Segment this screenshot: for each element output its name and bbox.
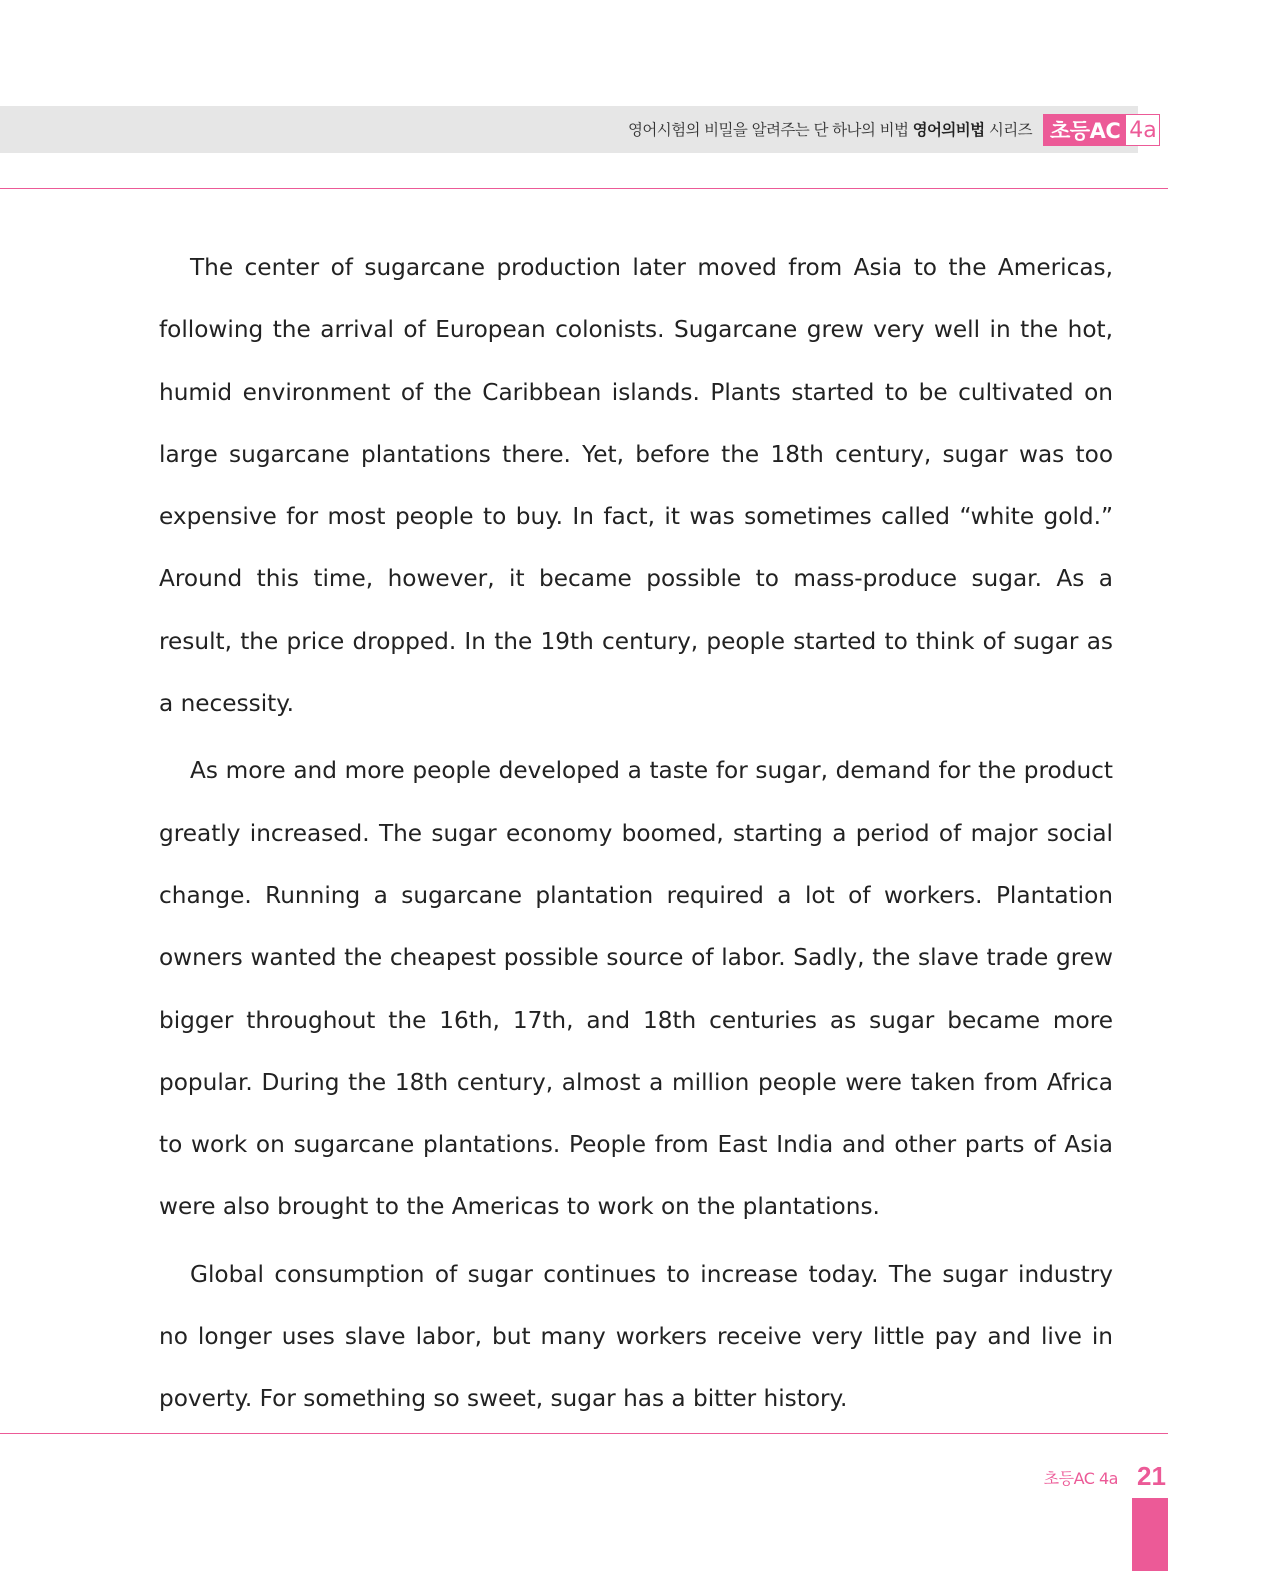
series-tagline	[628, 118, 1032, 140]
article-body	[159, 237, 1113, 1436]
badge-volume: 4a	[1126, 114, 1159, 146]
tagline-prefix: 영어시험의 비밀을 알려주는 단 하나의 비법	[627, 121, 909, 139]
top-divider	[0, 188, 1168, 189]
paragraph: The center of sugarcane production later moved from Asia to the Americas, following the arrival of European colonists. Sugarcane grew very well in the hot, humid environment of the Caribbean islands. Plants started to be cultivated on large sugarcane plantations there. Yet, before the 18th century, sugar was too expensive for most people to buy. In fact, it was sometimes called “white gold.” Around this time, however, it became possible to mass-produce sugar. As a result, the price dropped. In the 19th century, people started to think of sugar as a necessity.	[159, 254, 1113, 718]
tagline-brand: 영어의비법	[912, 121, 985, 139]
page-number: 21	[1137, 1461, 1166, 1491]
bottom-divider	[0, 1433, 1168, 1434]
tagline-suffix: 시리즈	[988, 121, 1032, 139]
paragraph: As more and more people developed a taste for sugar, demand for the product greatly increased. The sugar economy boomed, starting a period of major social change. Running a sugarcane plantation required a lot of workers. Plantation owners wanted the cheapest possible source of labor. Sadly, the slave trade grew bigger throughout the 16th, 17th, and 18th centuries as sugar became more popular. During the 18th century, almost a million people were taken from Africa to work on sugarcane plantations. People from East India and other parts of Asia were also brought to the Americas to work on the plantations.	[159, 757, 1113, 1221]
paragraph: Global consumption of sugar continues to increase today. The sugar industry no longer uses slave labor, but many workers receive very little pay and live in poverty. For something so sweet, sugar has a bitter history.	[159, 1260, 1113, 1413]
footer-series-label: 초등AC 4a	[1043, 1469, 1118, 1488]
badge-level: 초등AC	[1043, 114, 1126, 146]
page-edge-tab	[1132, 1498, 1168, 1571]
level-badge	[1043, 114, 1160, 146]
